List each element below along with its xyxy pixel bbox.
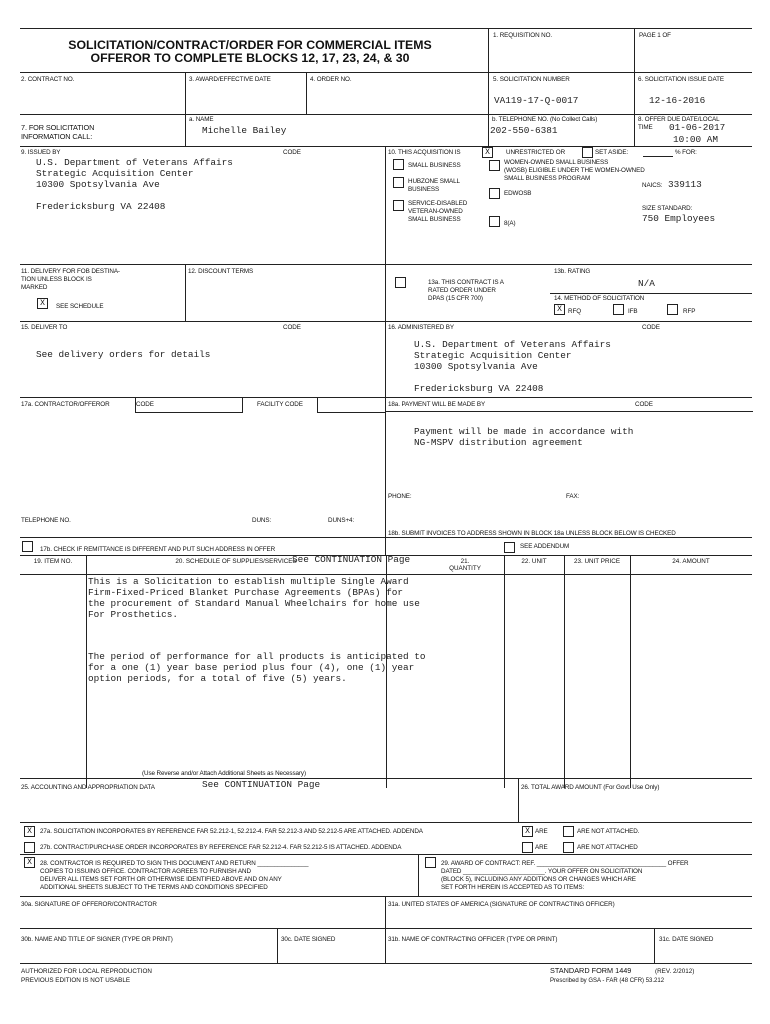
unrestricted-checkbox[interactable]: X: [482, 147, 493, 158]
order-no-label: 4. ORDER NO.: [310, 76, 352, 83]
solicitation-no-cell: [488, 73, 635, 115]
offer-due-cell: [634, 115, 753, 147]
duns4-label: DUNS+4:: [328, 517, 355, 524]
schedule-body-divider-5: [630, 574, 631, 788]
officer-signature-cell[interactable]: [385, 897, 753, 929]
28-text: 28. CONTRACTOR IS REQUIRED TO SIGN THIS DOCUMENT AND RETURN _______________ COPIES TO ISSUING OFFICE. CONTRACTOR AGREES TO FURNISH AND DELIVER ALL ITEMS SET FORTH OR OTHERWISE IDENTIFIED ABOVE AND ON ANY ADDITIONAL SHEETS SUBJECT TO THE TERMS AND CONDITIONS SPECIFIED: [40, 860, 309, 891]
eight-a-checkbox[interactable]: [489, 216, 500, 227]
27b-are-not-checkbox[interactable]: [563, 842, 574, 853]
rfp-checkbox[interactable]: [667, 304, 678, 315]
pct-for-label: % FOR:: [675, 149, 697, 156]
solicitation-no-label: 5. SOLICITATION NUMBER: [493, 76, 570, 83]
contact-name-value: Michelle Bailey: [202, 125, 287, 136]
naics-label: NAICS:: [642, 182, 663, 189]
form-name: STANDARD FORM 1449: [550, 966, 632, 975]
schedule-description-2: The period of performance for all products is anticipated to for a one (1) year base period plus four (4), one (1) year option periods, for a total of five (5) years.: [88, 651, 426, 684]
contractor-sign-cell: [20, 855, 418, 897]
small-business-checkbox[interactable]: [393, 159, 404, 170]
acquisition-label: 10. THIS ACQUISITION IS: [388, 149, 461, 156]
officer-name-cell[interactable]: [385, 929, 655, 963]
contact-name-cell: [185, 115, 489, 147]
unit-header: 22. UNIT: [521, 558, 547, 565]
award-date-label: 3. AWARD/EFFECTIVE DATE: [189, 76, 271, 83]
edwosb-checkbox[interactable]: [489, 188, 500, 199]
hubzone-checkbox[interactable]: [393, 177, 404, 188]
row-accounting: [20, 778, 752, 823]
administered-by-address: U.S. Department of Veterans Affairs Strategic Acquisition Center 10300 Spotsylvania Ave Fredericksburg VA 22408: [414, 339, 611, 394]
form-rev: (REV. 2/2012): [655, 968, 695, 975]
contractor-label: 17a. CONTRACTOR/OFFEROR: [21, 401, 110, 408]
rfq-label: RFQ: [568, 308, 581, 315]
ifb-checkbox[interactable]: [613, 304, 624, 315]
rating-label: 13b. RATING: [554, 268, 591, 275]
ifb-label: IFB: [628, 308, 638, 315]
payment-divider: [386, 411, 753, 412]
reverse-note: (Use Reverse and/or Attach Additional Sheets as Necessary): [142, 770, 306, 777]
28-checkbox[interactable]: X: [24, 857, 35, 868]
deliver-to-code-label: CODE: [283, 324, 301, 331]
offer-due-time: 10:00 AM: [673, 134, 719, 145]
issue-date-label: 6. SOLICITATION ISSUE DATE: [638, 76, 724, 83]
row-contract-numbers: [20, 72, 752, 115]
administered-by-label: 16. ADMINISTERED BY: [388, 324, 454, 331]
see-schedule-checkbox[interactable]: X: [37, 298, 48, 309]
schedule-body-divider-4: [564, 574, 565, 788]
invoice-label: 18b. SUBMIT INVOICES TO ADDRESS SHOWN IN BLOCK 18a UNLESS BLOCK BELOW IS CHECKED: [388, 530, 676, 537]
contract-no-cell[interactable]: [20, 73, 185, 115]
quantity-header: 21. QUANTITY: [449, 558, 481, 572]
award-text: 29. AWARD OF CONTRACT: REF. ______________________________________ OFFER DATED ________________________. YOUR OFFER ON SOLICITATION (BLOCK 5), INCLUDING ANY ADDITIONS OR CHANGES WHICH ARE SET FORTH HEREIN IS ACCEPTED AS TO ITEMS:: [441, 860, 689, 891]
officer-signature-label: 31a. UNITED STATES OF AMERICA (SIGNATURE OF CONTRACTING OFFICER): [388, 901, 615, 908]
header-row: [20, 28, 752, 73]
schedule-continuation: See CONTINUATION Page: [292, 554, 411, 565]
deliver-to-label: 15. DELIVER TO: [21, 324, 68, 331]
invoice-cell: [385, 530, 753, 556]
officer-date-label: 31c. DATE SIGNED: [659, 936, 714, 943]
offeror-signature-cell[interactable]: [20, 897, 385, 929]
issued-by-code-label: CODE: [283, 149, 301, 156]
row-deliver-to: [20, 321, 752, 398]
row-28-29: [20, 854, 752, 897]
signer-date-cell[interactable]: [277, 929, 386, 963]
remittance-label: 17b. CHECK IF REMITTANCE IS DIFFERENT AND PUT SUCH ADDRESS IN OFFER: [40, 546, 276, 553]
row-27a: [20, 822, 752, 841]
27a-are-checkbox[interactable]: X: [522, 826, 533, 837]
27a-checkbox[interactable]: X: [24, 826, 35, 837]
acquisition-cell: [385, 147, 753, 265]
set-aside-label: SET ASIDE:: [595, 149, 629, 156]
rated-order-label: 13a. THIS CONTRACT IS A RATED ORDER UNDER DPAS (15 CFR 700): [428, 279, 504, 302]
method-divider: [550, 293, 752, 294]
27a-label: 27a. SOLICITATION INCORPORATES BY REFERENCE FAR 52.212-1, 52.212-4. FAR 52.212-3 AND 52.212-5 ARE ATTACHED. ADDENDA: [40, 828, 423, 835]
award-cell: [418, 855, 753, 897]
row-signer-names: [20, 928, 752, 964]
offer-due-label: 8. OFFER DUE DATE/LOCAL TIME: [638, 116, 720, 131]
schedule-body-divider-1: [86, 574, 87, 788]
row-issued-by: [20, 146, 752, 265]
schedule-description-1: This is a Solicitation to establish multiple Single Award Firm-Fixed-Priced Blanket Purchase Agreements (BPAs) for the procurement of Standard Manual Wheelchairs for home use For Prosthetics.: [88, 576, 420, 620]
signer-name-cell[interactable]: [20, 929, 277, 963]
award-date-cell[interactable]: [185, 73, 307, 115]
officer-date-cell[interactable]: [654, 929, 753, 963]
rating-value: N/A: [638, 278, 655, 289]
administered-by-code-label: CODE: [642, 324, 660, 331]
size-standard-label: SIZE STANDARD:: [642, 205, 693, 212]
discount-cell[interactable]: [185, 265, 386, 322]
sdvosb-checkbox[interactable]: [393, 200, 404, 211]
sf1449-form: [20, 28, 752, 984]
wosb-label: WOMEN-OWNED SMALL BUSINESS (WOSB) ELIGIBLE UNDER THE WOMEN-OWNED SMALL BUSINESS PROGRAM: [504, 159, 645, 182]
payment-cell: [385, 398, 753, 538]
27a-are-not-checkbox[interactable]: [563, 826, 574, 837]
requisition-no-cell[interactable]: [488, 29, 635, 73]
see-addendum-label: SEE ADDENDUM: [520, 543, 570, 550]
row-schedule-header: [20, 555, 752, 575]
form-title-line2: OFFEROR TO COMPLETE BLOCKS 12, 17, 23, 24, & 30: [90, 51, 410, 65]
total-award-cell: [518, 779, 753, 823]
solicitation-no-value: VA119-17-Q-0017: [494, 95, 579, 106]
order-no-cell[interactable]: [306, 73, 489, 115]
telephone-no-label: TELEPHONE NO.: [21, 517, 71, 524]
page-cell: [634, 29, 753, 73]
offeror-signature-label: 30a. SIGNATURE OF OFFEROR/CONTRACTOR: [21, 901, 157, 908]
form-prescribed: Prescribed by GSA - FAR (48 CFR) 53.212: [550, 978, 665, 984]
contact-phone-value: 202-550-6381: [490, 125, 558, 136]
item-no-header: 19. ITEM NO.: [33, 558, 73, 565]
27b-are-not-label: ARE NOT ATTACHED: [577, 844, 638, 851]
27b-are-checkbox[interactable]: [522, 842, 533, 853]
payment-code-label: CODE: [635, 401, 653, 408]
rated-order-checkbox[interactable]: [395, 277, 406, 288]
facility-code-box[interactable]: [317, 398, 385, 413]
edwosb-label: EDWOSB: [504, 190, 532, 197]
requisition-no-label: 1. REQUISITION NO.: [493, 32, 553, 39]
hubzone-label: HUBZONE SMALL BUSINESS: [408, 178, 460, 193]
info-call-label: 7. FOR SOLICITATION INFORMATION CALL:: [21, 123, 95, 141]
27a-are-label: ARE: [535, 828, 548, 835]
amount-header: 24. AMOUNT: [672, 558, 710, 565]
administered-by-cell: [385, 322, 753, 398]
page-label: PAGE 1 OF: [639, 32, 671, 39]
payment-phone-label: PHONE:: [388, 493, 412, 500]
27b-checkbox[interactable]: [24, 842, 35, 853]
row-info-call: [20, 114, 752, 147]
signer-date-label: 30c. DATE SIGNED: [281, 936, 336, 943]
wosb-checkbox[interactable]: [489, 160, 500, 171]
issue-date-cell: [634, 73, 753, 115]
officer-name-label: 31b. NAME OF CONTRACTING OFFICER (TYPE OR PRINT): [388, 936, 558, 943]
row-signatures: [20, 896, 752, 929]
rating-cell: [550, 265, 752, 322]
form-title-line1: SOLICITATION/CONTRACT/ORDER FOR COMMERCIAL ITEMS: [68, 38, 432, 52]
deliver-to-text: See delivery orders for details: [36, 349, 211, 360]
accounting-value: See CONTINUATION Page: [202, 779, 321, 790]
duns-label: DUNS:: [252, 517, 272, 524]
naics-value: 339113: [668, 179, 702, 190]
accounting-cell: [20, 779, 518, 823]
contact-phone-label: b. TELEPHONE NO. (No Collect Calls): [492, 116, 598, 123]
info-call-cell: [20, 115, 185, 147]
issued-by-address: U.S. Department of Veterans Affairs Strategic Acquisition Center 10300 Spotsylvania Ave Fredericksburg VA 22408: [36, 157, 233, 212]
issued-by-cell: [20, 147, 385, 265]
row-27b: [20, 840, 752, 854]
sdvosb-label: SERVICE-DISABLED VETERAN-OWNED SMALL BUSINESS: [408, 200, 468, 223]
contractor-code-label: CODE: [136, 401, 154, 408]
payment-label: 18a. PAYMENT WILL BE MADE BY: [388, 401, 486, 408]
signer-name-label: 30b. NAME AND TITLE OF SIGNER (TYPE OR PRINT): [21, 936, 173, 943]
27a-are-not-label: ARE NOT ATTACHED.: [577, 828, 640, 835]
contract-no-label: 2. CONTRACT NO.: [21, 76, 75, 83]
row-contractor: [20, 397, 752, 538]
payment-fax-label: FAX:: [566, 493, 580, 500]
27b-are-label: ARE: [535, 844, 548, 851]
method-label: 14. METHOD OF SOLICITATION: [554, 295, 645, 302]
29-checkbox[interactable]: [425, 857, 436, 868]
footer-left: AUTHORIZED FOR LOCAL REPRODUCTION PREVIOUS EDITION IS NOT USABLE: [21, 968, 152, 984]
contractor-code-box[interactable]: [135, 398, 243, 413]
discount-label: 12. DISCOUNT TERMS: [188, 268, 254, 275]
fob-label: 11. DELIVERY FOR FOB DESTINA- TION UNLESS BLOCK IS MARKED: [21, 268, 120, 291]
facility-code-label: FACILITY CODE: [257, 401, 303, 408]
eight-a-label: 8(A): [504, 220, 516, 227]
issue-date-value: 12-16-2016: [649, 95, 706, 106]
set-aside-pct-line[interactable]: [643, 156, 673, 157]
rfp-label: RFP: [683, 308, 696, 315]
see-addendum-checkbox[interactable]: [504, 542, 515, 553]
payment-text: Payment will be made in accordance with NG-MSPV distribution agreement: [414, 426, 634, 448]
size-standard-value: 750 Employees: [642, 213, 716, 224]
schedule-header: 20. SCHEDULE OF SUPPLIES/SERVICES: [175, 558, 297, 565]
issued-by-label: 9. ISSUED BY: [21, 149, 61, 156]
schedule-col-divider-2: [386, 556, 387, 574]
unit-price-header: 23. UNIT PRICE: [573, 558, 621, 565]
schedule-body-divider-3: [504, 574, 505, 788]
small-business-label: SMALL BUSINESS: [408, 162, 461, 169]
fob-cell: [20, 265, 185, 322]
row-delivery-terms: [20, 264, 752, 322]
deliver-to-cell: [20, 322, 385, 398]
row-schedule-body: [20, 574, 752, 788]
offer-due-date: 01-06-2017: [669, 122, 726, 133]
total-award-label: 26. TOTAL AWARD AMOUNT (For Govt. Use Only): [521, 784, 660, 791]
see-schedule-label: SEE SCHEDULE: [56, 303, 104, 310]
contractor-cell: [20, 398, 385, 538]
rfq-checkbox[interactable]: X: [554, 304, 565, 315]
unrestricted-label: UNRESTRICTED OR: [506, 149, 566, 156]
rated-order-cell: [385, 265, 551, 322]
contact-phone-cell: [488, 115, 635, 147]
remittance-checkbox[interactable]: [22, 541, 33, 552]
set-aside-checkbox[interactable]: [582, 147, 593, 158]
27b-label: 27b. CONTRACT/PURCHASE ORDER INCORPORATES BY REFERENCE FAR 52.212-4. FAR 52.212-5 IS ATTACHED. ADDENDA: [40, 844, 402, 851]
contact-name-label: a. NAME: [189, 116, 214, 123]
accounting-label: 25. ACCOUNTING AND APPROPRIATION DATA: [21, 784, 155, 791]
